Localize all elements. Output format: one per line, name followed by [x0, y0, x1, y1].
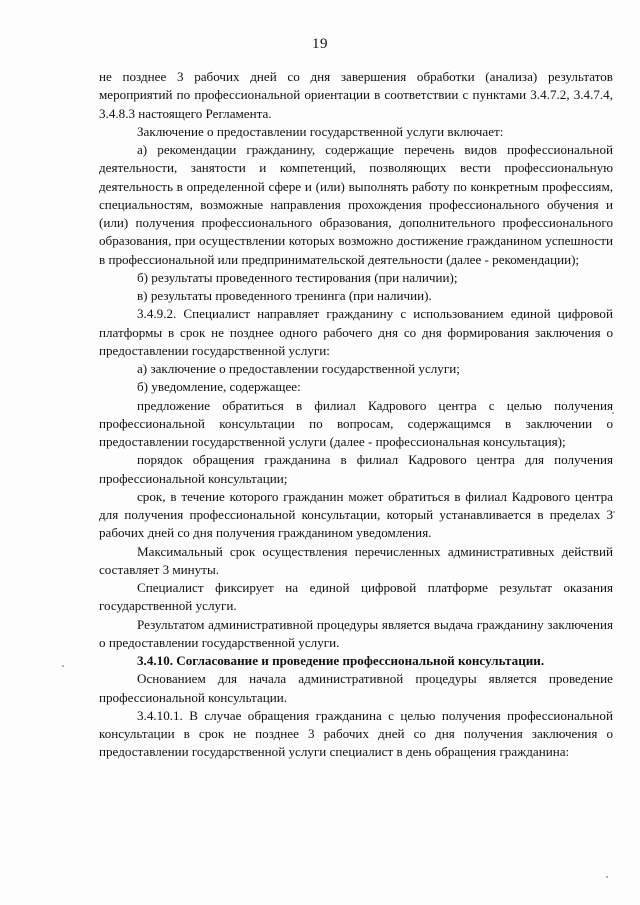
paragraph-item-b-notification: б) уведомление, содержащее: — [137, 379, 301, 395]
paragraph-item-a-recommendations: а) рекомендации гражданину, содержащие перечень видов профессиональной деятельности, занятости и компетенций, позволяющих вести профессиональную деятельность в определенной сфере и (или) выполнять работу по конкретным профессиям, специальностям, возможные направления прохождения профессионального обучения и (или) получения профессионального образования, дополнительного профессионального образования, при осуществлении которых возможно достижение гражданином успешности в профессиональной или предпринимательской деятельности (далее - рекомендации); — [99, 142, 613, 267]
paragraph-conclusion-includes: Заключение о предоставлении государственной услуги включает: — [137, 123, 504, 139]
paragraph-3-4-9-2: 3.4.9.2. Специалист направляет гражданину с использованием единой цифровой платформы в срок не позднее одного рабочего дня со дня формирования заключения о предоставлении государственной услуги: — [99, 306, 613, 358]
section-heading-3-4-10: 3.4.10. Согласование и проведение профессиональной консультации. — [137, 653, 545, 668]
paragraph-procedure-result: Результатом административной процедуры является выдача гражданину заключения о предоставлении государственной услуги. — [99, 616, 613, 650]
paragraph-offer-branch: предложение обратиться в филиал Кадрового центра с целью получения профессиональной консультации по вопросам, содержащимся в заключении о предоставлении государственной услуги (далее - профессиональная консультация); — [99, 397, 613, 449]
scan-speck — [62, 665, 64, 667]
paragraph-procedure-basis: Основанием для начала административной процедуры является проведение профессиональной консультации. — [99, 671, 613, 705]
scan-speck — [606, 876, 608, 878]
paragraph-time-limit: срок, в течение которого гражданин может обратиться в филиал Кадрового центра для получения профессиональной консультации, который устанавливается в пределах 3 рабочих дней со дня получения гражданином уведомления. — [99, 488, 613, 541]
scan-speck — [613, 511, 615, 513]
paragraph-max-duration: Максимальный срок осуществления перечисленных административных действий составляет 3 минуты. — [99, 543, 613, 577]
paragraph-item-a-conclusion: а) заключение о предоставлении государственной услуги; — [137, 361, 460, 376]
paragraph-item-b-testing: б) результаты проведенного тестирования (при наличии); — [137, 269, 458, 285]
document-body — [99, 68, 613, 762]
paragraph-3-4-10-1: 3.4.10.1. В случае обращения гражданина с целью получения профессиональной консультации в срок не позднее 3 рабочих дней со дня получения заключения о предоставлении государственной услуги специалист в день обращения гражданина: — [99, 707, 613, 760]
paragraph-item-c-training: в) результаты проведенного тренинга (при наличии). — [137, 288, 432, 303]
page-number: 19 — [312, 36, 328, 52]
paragraph-specialist-records: Специалист фиксирует на единой цифровой платформе результат оказания государственной услуги. — [99, 580, 613, 614]
paragraph-deadline-continuation: не позднее 3 рабочих дней со дня завершения обработки (анализа) результатов мероприятий по профессиональной ориентации в соответствии с пунктами 3.4.7.2, 3.4.7.4, 3.4.8.3 настоящего Регламента. — [99, 69, 613, 121]
scan-speck — [612, 412, 614, 414]
paragraph-procedure-order: порядок обращения гражданина в филиал Кадрового центра для получения профессиональной консультации; — [99, 452, 613, 486]
